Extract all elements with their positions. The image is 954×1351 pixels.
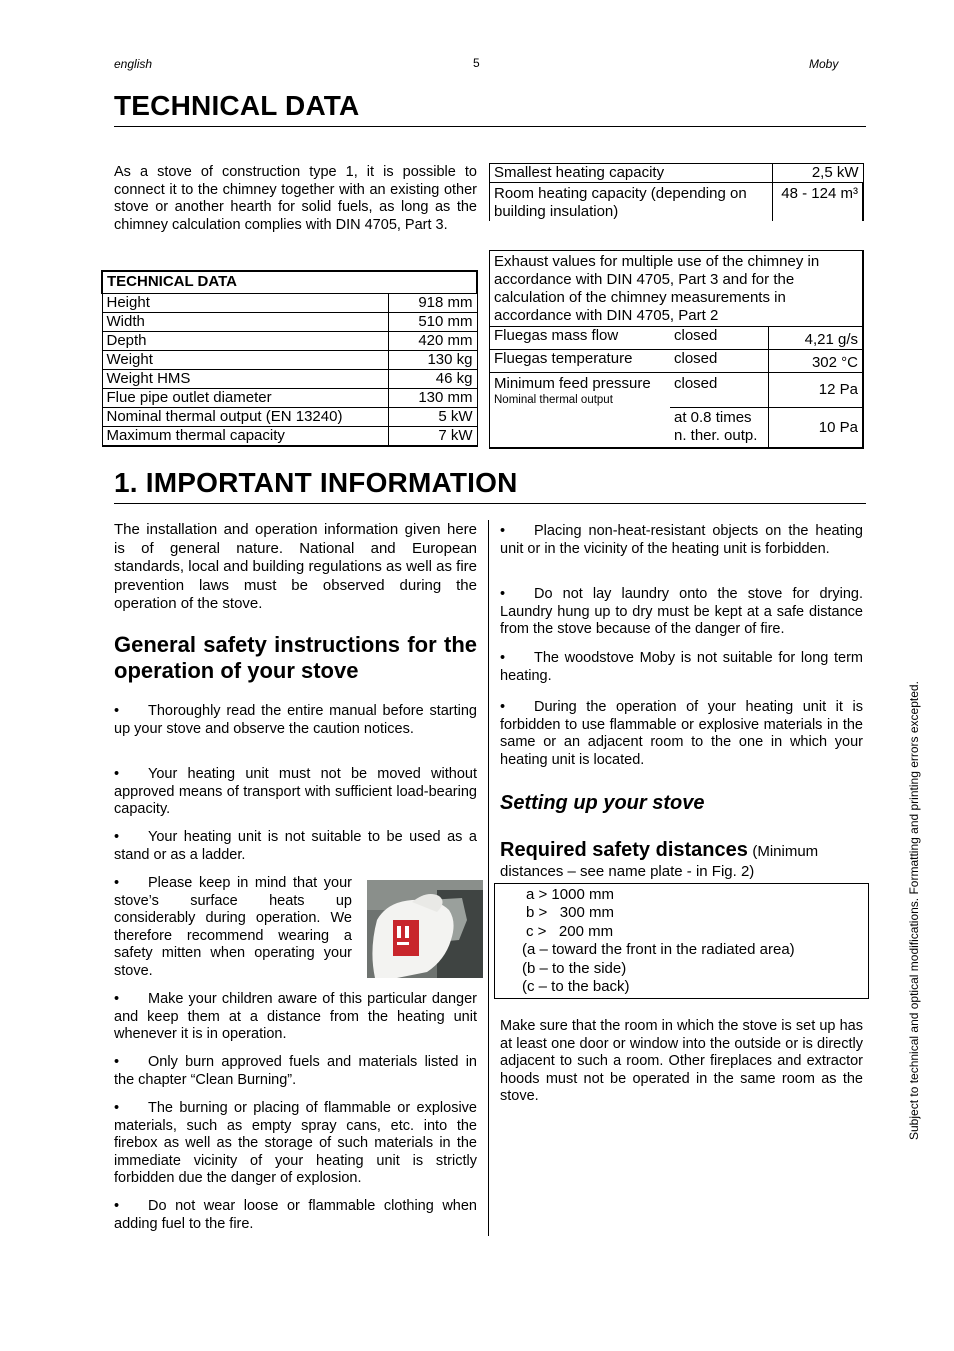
list-item: • Do not wear loose or flammable clothing when adding fuel to the fire. bbox=[114, 1198, 477, 1232]
list-item: • Your heating unit is not suitable to be used as a stand or as a ladder. bbox=[114, 829, 477, 863]
list-item: • The burning or placing of flammable or explosive materials, such as empty spray cans, etc. into the firebox as well as the storage of such materials in the immediate vicinity of your heating unit is strictly forbidden due the danger of explosion. bbox=[114, 1100, 477, 1187]
capacity-table bbox=[489, 163, 864, 221]
distances-heading: Required safety distances bbox=[500, 839, 748, 861]
safety-heading: General safety instructions for the operation of your stove bbox=[114, 632, 477, 683]
technical-intro: As a stove of construction type 1, it is possible to connect it to the chimney together with an existing other stove or another hearth for solid fuels, as long as the chimney calculation complies with DIN 4705, Part 3. bbox=[114, 164, 477, 233]
bullet-icon: • bbox=[500, 650, 506, 666]
title-rule bbox=[114, 126, 866, 127]
list-item: • Your heating unit must not be moved without approved means of transport with sufficient load-bearing capacity. bbox=[114, 766, 477, 818]
bullet-icon: • bbox=[114, 829, 120, 845]
distances-box bbox=[494, 883, 869, 999]
bullet-icon: • bbox=[114, 703, 120, 719]
technical-data-title: TECHNICAL DATA bbox=[114, 90, 360, 121]
safety-mitten-image bbox=[367, 880, 483, 978]
header-language: english bbox=[114, 57, 153, 71]
bullet-icon: • bbox=[500, 586, 506, 602]
bullet-icon: • bbox=[114, 1054, 120, 1070]
table-row: at 0.8 times n. ther. outp. 10 Pa bbox=[490, 408, 864, 449]
list-item: • The woodstove Moby is not suitable for long term heating. bbox=[500, 650, 863, 684]
table-row: Room heating capacity (depending on building insulation) 48 - 124 m³ bbox=[490, 183, 864, 222]
table-row: Nominal thermal output (EN 13240) 5 kW bbox=[102, 408, 477, 427]
header-product: Moby bbox=[809, 57, 839, 71]
room-note: Make sure that the room in which the stove is set up has at least one door or window into the outside or is directly adjacent to such a room. Other fireplaces and extractor hoods must not be operated in the same room as the stove. bbox=[500, 1018, 863, 1105]
table-row: Weight 130 kg bbox=[102, 351, 477, 370]
distance-b: b > 300 mm bbox=[526, 904, 614, 922]
bullet-icon: • bbox=[114, 875, 120, 891]
page-number: 5 bbox=[473, 56, 480, 70]
table-row: Flue pipe outlet diameter 130 mm bbox=[102, 389, 477, 408]
table-row: Maximum thermal capacity 7 kW bbox=[102, 427, 477, 447]
distance-c-desc: (c – to the back) bbox=[522, 978, 630, 996]
column-divider bbox=[488, 520, 489, 1236]
table-row: Width 510 mm bbox=[102, 313, 477, 332]
list-item: • Do not lay laundry onto the stove for drying. Laundry hung up to dry must be kept at a safe distance from the stove because of the danger of fire. bbox=[500, 586, 863, 638]
spec-table bbox=[101, 270, 478, 447]
list-item: • Please keep in mind that your stove’s surface heats up considerably during operation. We therefore recommend wearing a safety mitten when operating your stove. bbox=[114, 875, 352, 979]
list-item: • During the operation of your heating unit it is forbidden to use flammable or explosive materials in the same or an adjacent room to the one in which your heating unit is located. bbox=[500, 699, 863, 768]
distances-note: (Minimum distances – see name plate - in Fig. 2) bbox=[500, 843, 819, 880]
bullet-icon: • bbox=[114, 991, 120, 1007]
list-item: • Placing non-heat-resistant objects on the heating unit or in the vicinity of the heating unit is forbidden. bbox=[500, 523, 863, 557]
exhaust-table bbox=[489, 250, 864, 449]
list-item: • Only burn approved fuels and materials listed in the chapter “Clean Burning”. bbox=[114, 1054, 477, 1088]
bullet-icon: • bbox=[500, 699, 506, 715]
spec-table-title: TECHNICAL DATA bbox=[102, 271, 477, 294]
distances-heading-block bbox=[500, 840, 870, 882]
section-rule bbox=[114, 503, 866, 504]
list-item: • Thoroughly read the entire manual before starting up your stove and observe the caution notices. bbox=[114, 703, 477, 737]
table-row: Minimum feed pressure Nominal thermal output closed 12 Pa bbox=[490, 373, 864, 408]
important-information-title: 1. IMPORTANT INFORMATION bbox=[114, 467, 518, 498]
distance-b-desc: (b – to the side) bbox=[522, 959, 627, 977]
table-row: Fluegas temperature closed 302 °C bbox=[490, 350, 864, 373]
distance-a-desc: (a – toward the front in the radiated area) bbox=[522, 941, 795, 959]
table-row: Smallest heating capacity 2,5 kW bbox=[490, 164, 864, 183]
table-row: Weight HMS 46 kg bbox=[102, 370, 477, 389]
table-row: Depth 420 mm bbox=[102, 332, 477, 351]
bullet-icon: • bbox=[500, 523, 506, 539]
distance-c: c > 200 mm bbox=[526, 922, 614, 940]
bullet-icon: • bbox=[114, 1198, 120, 1214]
bullet-icon: • bbox=[114, 1100, 120, 1116]
bullet-icon: • bbox=[114, 766, 120, 782]
distance-a: a > 1000 mm bbox=[526, 886, 614, 903]
table-row: Fluegas mass flow closed 4,21 g/s bbox=[490, 327, 864, 350]
side-note: Subject to technical and optical modifications. Formatting and printing errors excepted. bbox=[907, 681, 921, 1140]
setup-heading: Setting up your stove bbox=[500, 792, 705, 814]
exhaust-table-title: Exhaust values for multiple use of the chimney in accordance with DIN 4705, Part 3 and for the calculation of the chimney measurements in accordance with DIN 4705, Part 2 bbox=[490, 251, 864, 327]
important-intro: The installation and operation information given here is of general nature. National and European standards, local and building regulations as well as fire prevention laws must be observed during the operation of the stove. bbox=[114, 521, 477, 612]
list-item: • Make your children aware of this particular danger and keep them at a distance from the heating unit whenever it is in operation. bbox=[114, 991, 477, 1043]
table-row: Height 918 mm bbox=[102, 294, 477, 313]
